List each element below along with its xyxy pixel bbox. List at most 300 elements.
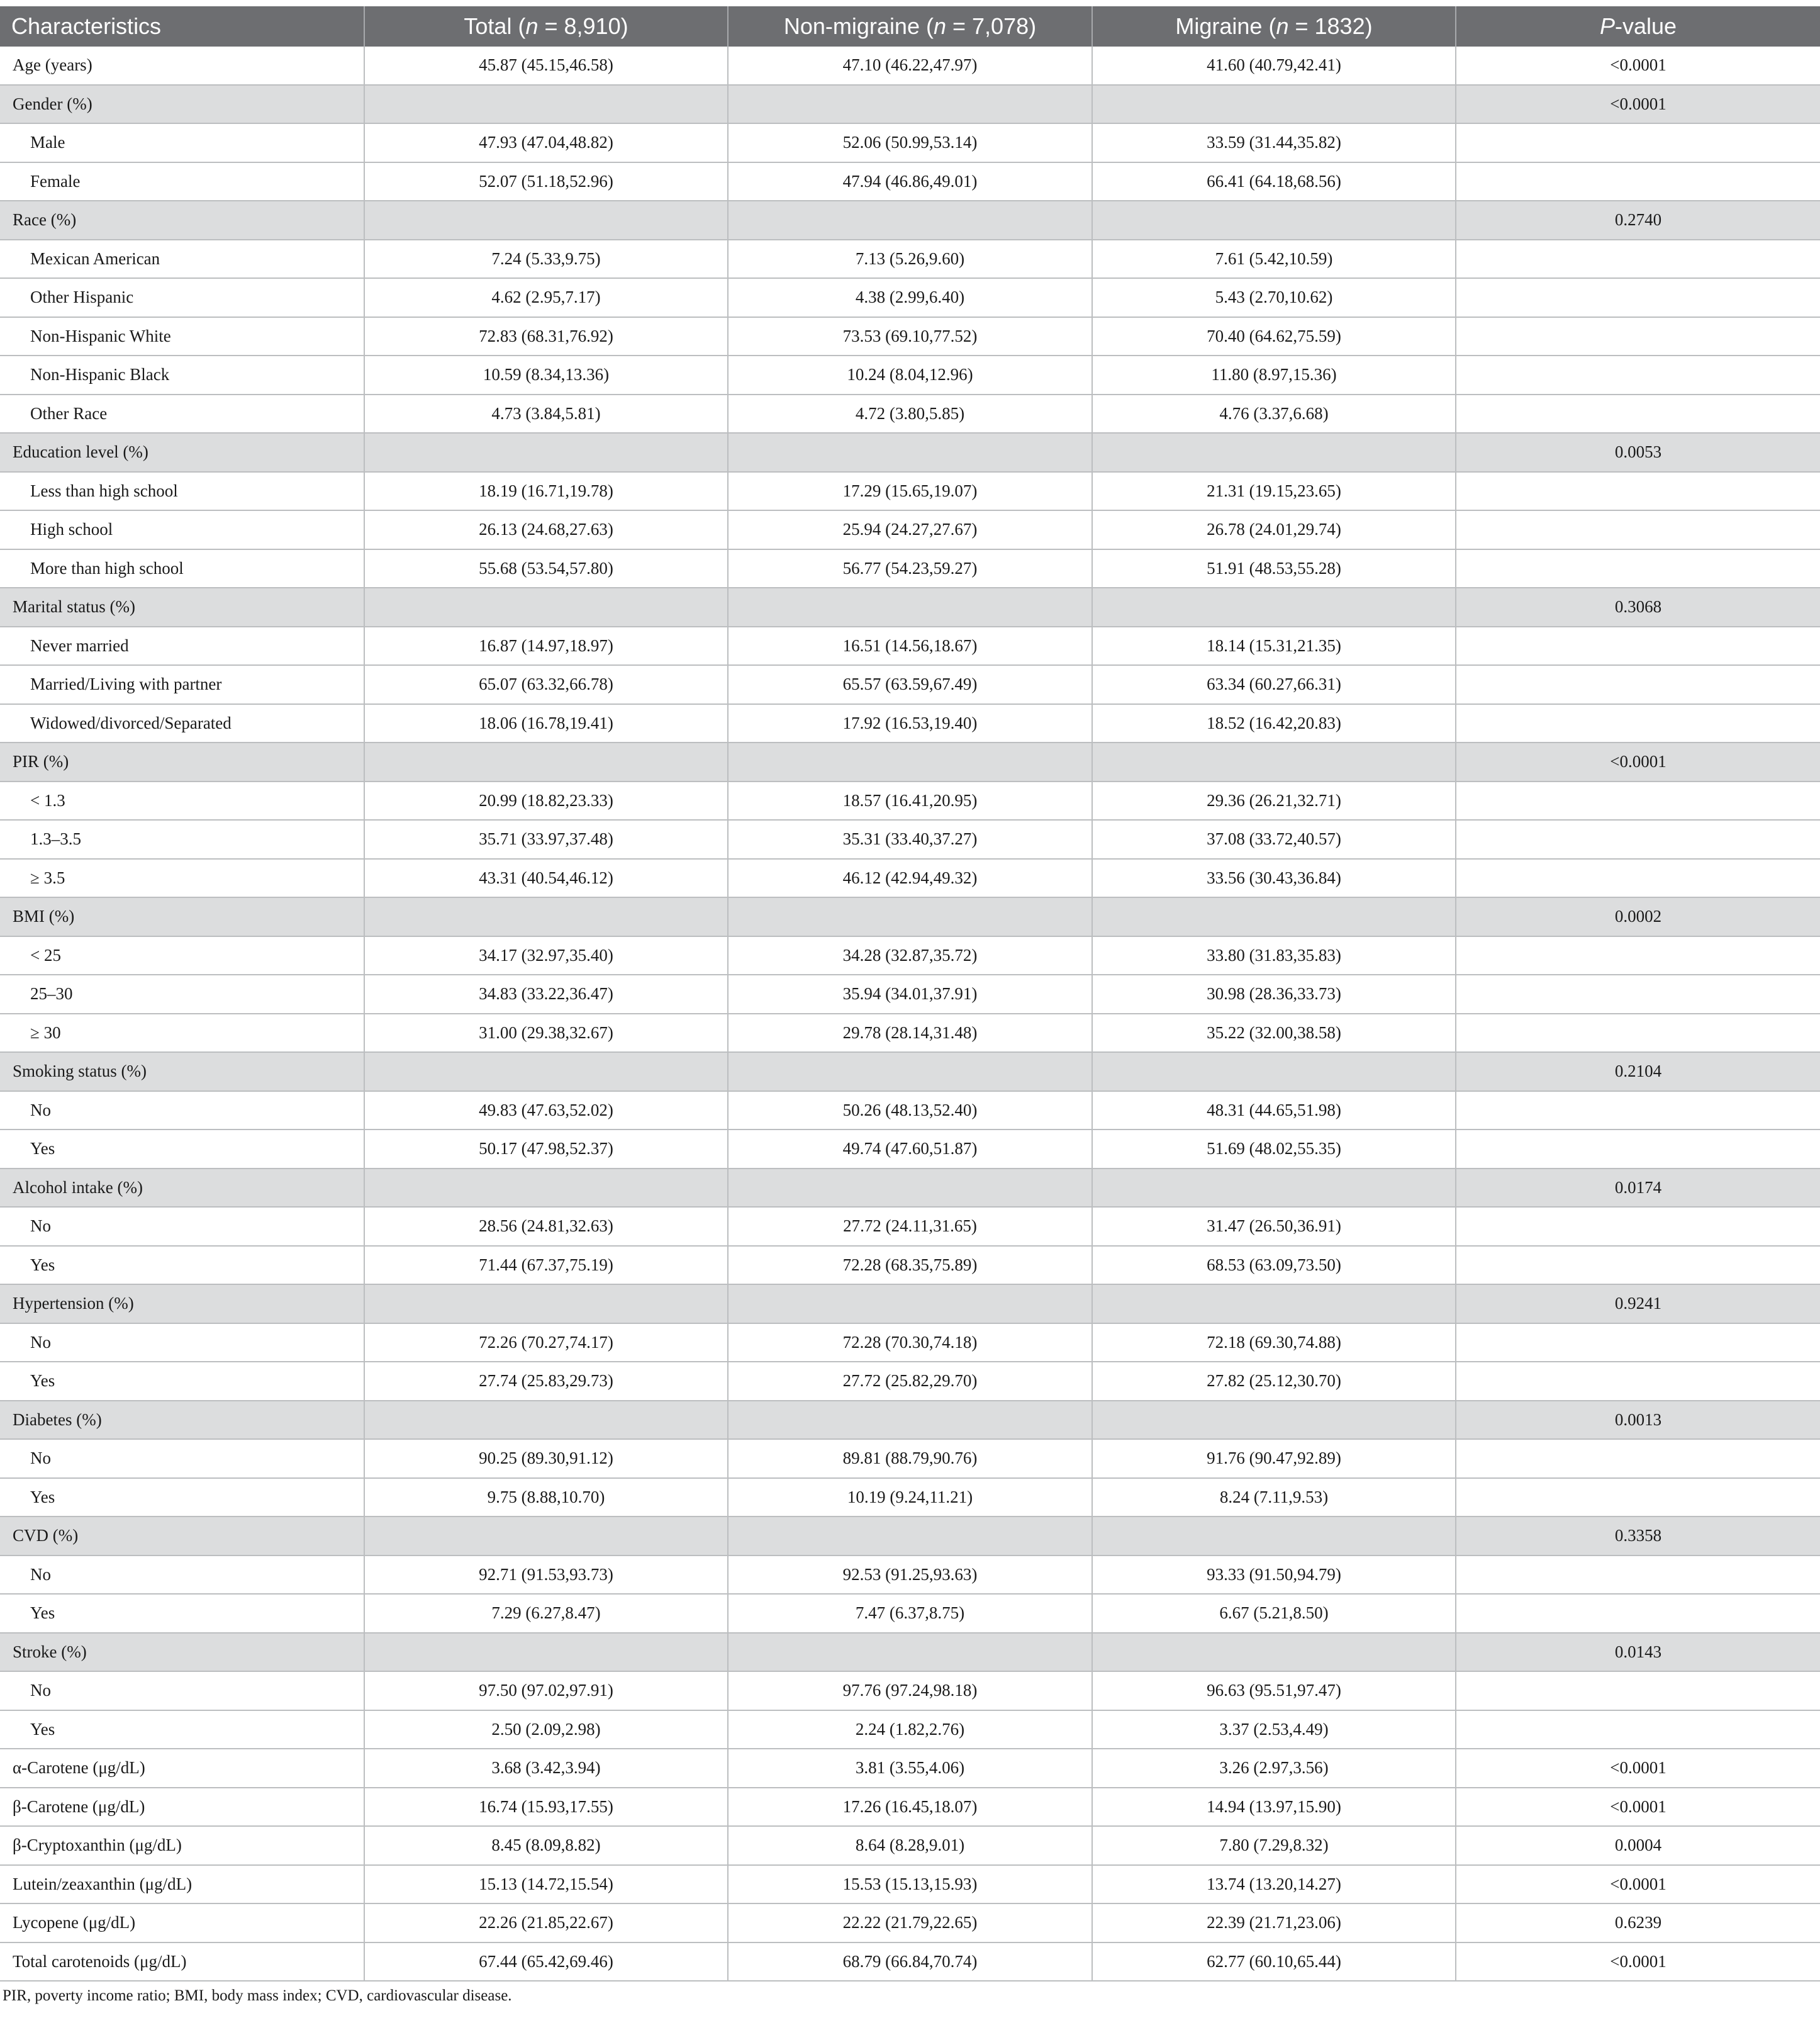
cell-migraine xyxy=(1092,1169,1456,1208)
table-row xyxy=(0,1826,1820,1865)
cell-p-value xyxy=(1456,975,1820,1014)
table-group-row xyxy=(0,1633,1820,1672)
cell-p-value xyxy=(1456,510,1820,549)
cell-non-migraine: 92.53 (91.25,93.63) xyxy=(728,1556,1092,1595)
row-label: CVD (%) xyxy=(0,1516,364,1556)
cell-migraine: 35.22 (32.00,38.58) xyxy=(1092,1014,1456,1053)
row-label: Mexican American xyxy=(0,240,364,279)
cell-migraine: 3.37 (2.53,4.49) xyxy=(1092,1710,1456,1749)
table-row xyxy=(0,936,1820,975)
table-row xyxy=(0,1788,1820,1827)
row-label: Other Hispanic xyxy=(0,278,364,317)
cell-non-migraine xyxy=(728,85,1092,124)
table-row xyxy=(0,704,1820,743)
row-label: Non-Hispanic Black xyxy=(0,356,364,395)
cell-p-value: 0.9241 xyxy=(1456,1284,1820,1323)
row-label: Yes xyxy=(0,1710,364,1749)
cell-non-migraine: 16.51 (14.56,18.67) xyxy=(728,627,1092,666)
row-label: Married/Living with partner xyxy=(0,665,364,704)
row-label: No xyxy=(0,1671,364,1710)
row-label: Alcohol intake (%) xyxy=(0,1169,364,1208)
row-label: Yes xyxy=(0,1130,364,1169)
cell-migraine: 29.36 (26.21,32.71) xyxy=(1092,782,1456,821)
cell-migraine: 33.80 (31.83,35.83) xyxy=(1092,936,1456,975)
cell-migraine: 18.52 (16.42,20.83) xyxy=(1092,704,1456,743)
row-label: Gender (%) xyxy=(0,85,364,124)
cell-p-value xyxy=(1456,1556,1820,1595)
cell-p-value xyxy=(1456,1246,1820,1285)
table-row xyxy=(0,1710,1820,1749)
cell-migraine xyxy=(1092,433,1456,472)
cell-total: 90.25 (89.30,91.12) xyxy=(364,1439,728,1478)
cell-p-value: 0.2104 xyxy=(1456,1052,1820,1091)
cell-p-value: <0.0001 xyxy=(1456,1788,1820,1827)
cell-p-value: 0.0002 xyxy=(1456,897,1820,936)
table-row xyxy=(0,1671,1820,1710)
cell-migraine: 7.80 (7.29,8.32) xyxy=(1092,1826,1456,1865)
header-mig-label: Migraine ( xyxy=(1175,13,1276,39)
table-row xyxy=(0,1362,1820,1401)
cell-migraine: 93.33 (91.50,94.79) xyxy=(1092,1556,1456,1595)
table-row xyxy=(0,240,1820,279)
cell-non-migraine xyxy=(728,1633,1092,1672)
table-row xyxy=(0,47,1820,85)
cell-total xyxy=(364,1284,728,1323)
cell-total: 9.75 (8.88,10.70) xyxy=(364,1478,728,1517)
cell-non-migraine: 35.94 (34.01,37.91) xyxy=(728,975,1092,1014)
cell-migraine: 3.26 (2.97,3.56) xyxy=(1092,1749,1456,1788)
cell-p-value xyxy=(1456,665,1820,704)
table-row xyxy=(0,975,1820,1014)
cell-migraine: 13.74 (13.20,14.27) xyxy=(1092,1865,1456,1904)
cell-migraine xyxy=(1092,1401,1456,1440)
header-total-n: n xyxy=(525,13,539,39)
cell-p-value xyxy=(1456,704,1820,743)
cell-migraine: 31.47 (26.50,36.91) xyxy=(1092,1207,1456,1246)
cell-non-migraine xyxy=(728,1284,1092,1323)
row-label: Yes xyxy=(0,1362,364,1401)
row-label: α-Carotene (μg/dL) xyxy=(0,1749,364,1788)
cell-total: 7.29 (6.27,8.47) xyxy=(364,1594,728,1633)
table-row xyxy=(0,549,1820,588)
cell-migraine: 72.18 (69.30,74.88) xyxy=(1092,1323,1456,1362)
header-non-label: Non-migraine ( xyxy=(783,13,934,39)
row-label: Stroke (%) xyxy=(0,1633,364,1672)
cell-total xyxy=(364,433,728,472)
table-row xyxy=(0,1749,1820,1788)
cell-total: 34.17 (32.97,35.40) xyxy=(364,936,728,975)
header-p-rest: -value xyxy=(1614,13,1677,39)
cell-migraine: 63.34 (60.27,66.31) xyxy=(1092,665,1456,704)
table-footnote: PIR, poverty income ratio; BMI, body mass index; CVD, cardiovascular disease. xyxy=(3,1987,512,2004)
cell-migraine xyxy=(1092,201,1456,240)
cell-total: 26.13 (24.68,27.63) xyxy=(364,510,728,549)
row-label: Never married xyxy=(0,627,364,666)
table-group-row xyxy=(0,433,1820,472)
cell-p-value xyxy=(1456,317,1820,356)
cell-total: 16.74 (15.93,17.55) xyxy=(364,1788,728,1827)
cell-migraine: 8.24 (7.11,9.53) xyxy=(1092,1478,1456,1517)
cell-total: 8.45 (8.09,8.82) xyxy=(364,1826,728,1865)
row-label: Age (years) xyxy=(0,47,364,85)
cell-non-migraine: 47.94 (46.86,49.01) xyxy=(728,162,1092,201)
cell-non-migraine: 17.92 (16.53,19.40) xyxy=(728,704,1092,743)
cell-total: 15.13 (14.72,15.54) xyxy=(364,1865,728,1904)
cell-total: 97.50 (97.02,97.91) xyxy=(364,1671,728,1710)
cell-p-value: <0.0001 xyxy=(1456,743,1820,782)
cell-non-migraine: 72.28 (68.35,75.89) xyxy=(728,1246,1092,1285)
cell-total: 18.19 (16.71,19.78) xyxy=(364,472,728,511)
row-label: Yes xyxy=(0,1594,364,1633)
table-container xyxy=(0,6,1820,1982)
cell-p-value xyxy=(1456,1478,1820,1517)
row-label: Less than high school xyxy=(0,472,364,511)
header-characteristics: Characteristics xyxy=(0,6,364,47)
cell-non-migraine xyxy=(728,1052,1092,1091)
cell-total xyxy=(364,1633,728,1672)
cell-non-migraine: 65.57 (63.59,67.49) xyxy=(728,665,1092,704)
row-label: Smoking status (%) xyxy=(0,1052,364,1091)
cell-non-migraine: 17.29 (15.65,19.07) xyxy=(728,472,1092,511)
cell-p-value xyxy=(1456,1594,1820,1633)
cell-non-migraine: 52.06 (50.99,53.14) xyxy=(728,123,1092,162)
cell-migraine xyxy=(1092,588,1456,627)
cell-migraine: 48.31 (44.65,51.98) xyxy=(1092,1091,1456,1130)
cell-non-migraine: 4.38 (2.99,6.40) xyxy=(728,278,1092,317)
cell-total: 27.74 (25.83,29.73) xyxy=(364,1362,728,1401)
cell-p-value xyxy=(1456,123,1820,162)
cell-non-migraine: 18.57 (16.41,20.95) xyxy=(728,782,1092,821)
row-label: β-Cryptoxanthin (μg/dL) xyxy=(0,1826,364,1865)
table-group-row xyxy=(0,1284,1820,1323)
cell-p-value xyxy=(1456,549,1820,588)
characteristics-table xyxy=(0,6,1820,1982)
cell-p-value xyxy=(1456,240,1820,279)
row-label: ≥ 3.5 xyxy=(0,859,364,898)
table-row xyxy=(0,395,1820,434)
cell-non-migraine: 72.28 (70.30,74.18) xyxy=(728,1323,1092,1362)
table-row xyxy=(0,1014,1820,1053)
cell-total: 47.93 (47.04,48.82) xyxy=(364,123,728,162)
table-row xyxy=(0,1556,1820,1595)
cell-migraine: 4.76 (3.37,6.68) xyxy=(1092,395,1456,434)
cell-total xyxy=(364,588,728,627)
header-mig-n: n xyxy=(1276,13,1289,39)
cell-total: 71.44 (67.37,75.19) xyxy=(364,1246,728,1285)
cell-total: 67.44 (65.42,69.46) xyxy=(364,1942,728,1982)
cell-p-value xyxy=(1456,1014,1820,1053)
table-row xyxy=(0,472,1820,511)
header-total-value: = 8,910) xyxy=(538,13,628,39)
cell-total xyxy=(364,743,728,782)
table-group-row xyxy=(0,1516,1820,1556)
cell-total: 49.83 (47.63,52.02) xyxy=(364,1091,728,1130)
table-group-row xyxy=(0,85,1820,124)
cell-non-migraine: 10.24 (8.04,12.96) xyxy=(728,356,1092,395)
header-mig-value: = 1832) xyxy=(1288,13,1373,39)
cell-total: 52.07 (51.18,52.96) xyxy=(364,162,728,201)
row-label: PIR (%) xyxy=(0,743,364,782)
row-label: No xyxy=(0,1091,364,1130)
header-total-label: Total ( xyxy=(464,13,526,39)
table-row xyxy=(0,317,1820,356)
cell-non-migraine: 17.26 (16.45,18.07) xyxy=(728,1788,1092,1827)
cell-total: 55.68 (53.54,57.80) xyxy=(364,549,728,588)
cell-total: 92.71 (91.53,93.73) xyxy=(364,1556,728,1595)
cell-migraine: 37.08 (33.72,40.57) xyxy=(1092,820,1456,859)
cell-p-value xyxy=(1456,627,1820,666)
header-non-value: = 7,078) xyxy=(946,13,1037,39)
cell-total xyxy=(364,1516,728,1556)
cell-migraine: 7.61 (5.42,10.59) xyxy=(1092,240,1456,279)
cell-non-migraine: 89.81 (88.79,90.76) xyxy=(728,1439,1092,1478)
cell-p-value xyxy=(1456,820,1820,859)
cell-total: 3.68 (3.42,3.94) xyxy=(364,1749,728,1788)
table-row xyxy=(0,1942,1820,1982)
table-row xyxy=(0,820,1820,859)
cell-p-value xyxy=(1456,472,1820,511)
cell-migraine: 91.76 (90.47,92.89) xyxy=(1092,1439,1456,1478)
row-label: Female xyxy=(0,162,364,201)
row-label: No xyxy=(0,1439,364,1478)
table-row xyxy=(0,278,1820,317)
cell-non-migraine: 10.19 (9.24,11.21) xyxy=(728,1478,1092,1517)
row-label: Male xyxy=(0,123,364,162)
cell-non-migraine: 27.72 (25.82,29.70) xyxy=(728,1362,1092,1401)
cell-total: 4.73 (3.84,5.81) xyxy=(364,395,728,434)
cell-migraine: 14.94 (13.97,15.90) xyxy=(1092,1788,1456,1827)
cell-migraine: 51.69 (48.02,55.35) xyxy=(1092,1130,1456,1169)
row-label: 25–30 xyxy=(0,975,364,1014)
cell-non-migraine: 50.26 (48.13,52.40) xyxy=(728,1091,1092,1130)
cell-migraine xyxy=(1092,743,1456,782)
cell-total: 72.83 (68.31,76.92) xyxy=(364,317,728,356)
row-label: No xyxy=(0,1323,364,1362)
cell-p-value: <0.0001 xyxy=(1456,1942,1820,1982)
cell-migraine: 27.82 (25.12,30.70) xyxy=(1092,1362,1456,1401)
header-total xyxy=(364,6,728,47)
cell-p-value xyxy=(1456,1323,1820,1362)
table-group-row xyxy=(0,1401,1820,1440)
table-row xyxy=(0,1594,1820,1633)
cell-p-value: 0.2740 xyxy=(1456,201,1820,240)
cell-migraine xyxy=(1092,897,1456,936)
cell-total: 2.50 (2.09,2.98) xyxy=(364,1710,728,1749)
cell-migraine xyxy=(1092,1516,1456,1556)
table-group-row xyxy=(0,201,1820,240)
cell-total xyxy=(364,1401,728,1440)
cell-p-value xyxy=(1456,859,1820,898)
cell-p-value xyxy=(1456,1130,1820,1169)
cell-total: 10.59 (8.34,13.36) xyxy=(364,356,728,395)
row-label: < 1.3 xyxy=(0,782,364,821)
row-label: Other Race xyxy=(0,395,364,434)
row-label: Hypertension (%) xyxy=(0,1284,364,1323)
table-row xyxy=(0,356,1820,395)
cell-p-value xyxy=(1456,278,1820,317)
cell-p-value xyxy=(1456,782,1820,821)
cell-non-migraine: 25.94 (24.27,27.67) xyxy=(728,510,1092,549)
cell-p-value xyxy=(1456,936,1820,975)
row-label: Non-Hispanic White xyxy=(0,317,364,356)
cell-p-value: 0.0143 xyxy=(1456,1633,1820,1672)
cell-total xyxy=(364,897,728,936)
row-label: Diabetes (%) xyxy=(0,1401,364,1440)
cell-total: 4.62 (2.95,7.17) xyxy=(364,278,728,317)
cell-migraine: 18.14 (15.31,21.35) xyxy=(1092,627,1456,666)
cell-non-migraine: 22.22 (21.79,22.65) xyxy=(728,1903,1092,1942)
cell-migraine: 33.56 (30.43,36.84) xyxy=(1092,859,1456,898)
cell-non-migraine: 7.47 (6.37,8.75) xyxy=(728,1594,1092,1633)
header-non-migraine xyxy=(728,6,1092,47)
row-label: < 25 xyxy=(0,936,364,975)
header-p-italic: P xyxy=(1599,13,1615,39)
table-row xyxy=(0,1207,1820,1246)
row-label: Lutein/zeaxanthin (μg/dL) xyxy=(0,1865,364,1904)
cell-migraine: 96.63 (95.51,97.47) xyxy=(1092,1671,1456,1710)
table-row xyxy=(0,627,1820,666)
cell-non-migraine: 15.53 (15.13,15.93) xyxy=(728,1865,1092,1904)
row-label: BMI (%) xyxy=(0,897,364,936)
cell-p-value: <0.0001 xyxy=(1456,1749,1820,1788)
row-label: High school xyxy=(0,510,364,549)
cell-p-value: 0.0053 xyxy=(1456,433,1820,472)
table-row xyxy=(0,782,1820,821)
cell-non-migraine: 35.31 (33.40,37.27) xyxy=(728,820,1092,859)
table-group-row xyxy=(0,588,1820,627)
cell-p-value xyxy=(1456,395,1820,434)
cell-total: 35.71 (33.97,37.48) xyxy=(364,820,728,859)
cell-total: 65.07 (63.32,66.78) xyxy=(364,665,728,704)
cell-migraine xyxy=(1092,1052,1456,1091)
cell-non-migraine: 4.72 (3.80,5.85) xyxy=(728,395,1092,434)
cell-total: 72.26 (70.27,74.17) xyxy=(364,1323,728,1362)
row-label: 1.3–3.5 xyxy=(0,820,364,859)
cell-total: 45.87 (45.15,46.58) xyxy=(364,47,728,85)
table-row xyxy=(0,162,1820,201)
cell-migraine: 33.59 (31.44,35.82) xyxy=(1092,123,1456,162)
cell-migraine: 70.40 (64.62,75.59) xyxy=(1092,317,1456,356)
cell-non-migraine: 47.10 (46.22,47.97) xyxy=(728,47,1092,85)
cell-non-migraine: 2.24 (1.82,2.76) xyxy=(728,1710,1092,1749)
header-p-value xyxy=(1456,6,1820,47)
cell-p-value: 0.0174 xyxy=(1456,1169,1820,1208)
cell-migraine xyxy=(1092,85,1456,124)
cell-total: 18.06 (16.78,19.41) xyxy=(364,704,728,743)
table-group-row xyxy=(0,1169,1820,1208)
cell-p-value xyxy=(1456,1671,1820,1710)
cell-migraine: 26.78 (24.01,29.74) xyxy=(1092,510,1456,549)
cell-total xyxy=(364,85,728,124)
table-body xyxy=(0,47,1820,1981)
cell-non-migraine: 29.78 (28.14,31.48) xyxy=(728,1014,1092,1053)
cell-migraine xyxy=(1092,1284,1456,1323)
cell-non-migraine xyxy=(728,1516,1092,1556)
cell-non-migraine xyxy=(728,588,1092,627)
cell-total xyxy=(364,1052,728,1091)
cell-p-value xyxy=(1456,1710,1820,1749)
cell-migraine: 41.60 (40.79,42.41) xyxy=(1092,47,1456,85)
cell-migraine: 11.80 (8.97,15.36) xyxy=(1092,356,1456,395)
row-label: Widowed/divorced/Separated xyxy=(0,704,364,743)
cell-total: 28.56 (24.81,32.63) xyxy=(364,1207,728,1246)
header-migraine xyxy=(1092,6,1456,47)
cell-non-migraine xyxy=(728,433,1092,472)
cell-non-migraine: 56.77 (54.23,59.27) xyxy=(728,549,1092,588)
table-row xyxy=(0,1478,1820,1517)
cell-non-migraine: 8.64 (8.28,9.01) xyxy=(728,1826,1092,1865)
cell-total: 31.00 (29.38,32.67) xyxy=(364,1014,728,1053)
cell-migraine: 21.31 (19.15,23.65) xyxy=(1092,472,1456,511)
row-label: Yes xyxy=(0,1246,364,1285)
cell-p-value xyxy=(1456,162,1820,201)
cell-p-value xyxy=(1456,1439,1820,1478)
row-label: Marital status (%) xyxy=(0,588,364,627)
cell-total: 20.99 (18.82,23.33) xyxy=(364,782,728,821)
row-label: Yes xyxy=(0,1478,364,1517)
cell-migraine: 22.39 (21.71,23.06) xyxy=(1092,1903,1456,1942)
cell-migraine: 62.77 (60.10,65.44) xyxy=(1092,1942,1456,1982)
cell-p-value: <0.0001 xyxy=(1456,47,1820,85)
cell-non-migraine xyxy=(728,1169,1092,1208)
cell-total: 16.87 (14.97,18.97) xyxy=(364,627,728,666)
cell-migraine: 51.91 (48.53,55.28) xyxy=(1092,549,1456,588)
cell-non-migraine: 46.12 (42.94,49.32) xyxy=(728,859,1092,898)
table-row xyxy=(0,123,1820,162)
cell-non-migraine: 3.81 (3.55,4.06) xyxy=(728,1749,1092,1788)
cell-non-migraine: 68.79 (66.84,70.74) xyxy=(728,1942,1092,1982)
table-group-row xyxy=(0,743,1820,782)
cell-migraine: 6.67 (5.21,8.50) xyxy=(1092,1594,1456,1633)
row-label: Education level (%) xyxy=(0,433,364,472)
cell-p-value xyxy=(1456,1207,1820,1246)
cell-non-migraine: 97.76 (97.24,98.18) xyxy=(728,1671,1092,1710)
table-row xyxy=(0,1903,1820,1942)
table-row xyxy=(0,859,1820,898)
cell-non-migraine xyxy=(728,743,1092,782)
cell-p-value: 0.0004 xyxy=(1456,1826,1820,1865)
cell-total: 22.26 (21.85,22.67) xyxy=(364,1903,728,1942)
cell-total xyxy=(364,201,728,240)
row-label: Race (%) xyxy=(0,201,364,240)
table-group-row xyxy=(0,1052,1820,1091)
cell-total: 50.17 (47.98,52.37) xyxy=(364,1130,728,1169)
cell-non-migraine: 49.74 (47.60,51.87) xyxy=(728,1130,1092,1169)
table-header-row xyxy=(0,6,1820,47)
table-row xyxy=(0,1091,1820,1130)
table-row xyxy=(0,1246,1820,1285)
row-label: β-Carotene (μg/dL) xyxy=(0,1788,364,1827)
cell-non-migraine xyxy=(728,897,1092,936)
row-label: Lycopene (μg/dL) xyxy=(0,1903,364,1942)
cell-non-migraine xyxy=(728,201,1092,240)
cell-total xyxy=(364,1169,728,1208)
row-label: No xyxy=(0,1207,364,1246)
cell-migraine: 68.53 (63.09,73.50) xyxy=(1092,1246,1456,1285)
table-row xyxy=(0,1439,1820,1478)
table-row xyxy=(0,1323,1820,1362)
cell-migraine: 5.43 (2.70,10.62) xyxy=(1092,278,1456,317)
table-row xyxy=(0,510,1820,549)
cell-p-value xyxy=(1456,1091,1820,1130)
cell-p-value: <0.0001 xyxy=(1456,1865,1820,1904)
cell-p-value: <0.0001 xyxy=(1456,85,1820,124)
cell-p-value: 0.3068 xyxy=(1456,588,1820,627)
cell-migraine: 66.41 (64.18,68.56) xyxy=(1092,162,1456,201)
cell-p-value xyxy=(1456,356,1820,395)
row-label: Total carotenoids (μg/dL) xyxy=(0,1942,364,1982)
table-row xyxy=(0,1130,1820,1169)
